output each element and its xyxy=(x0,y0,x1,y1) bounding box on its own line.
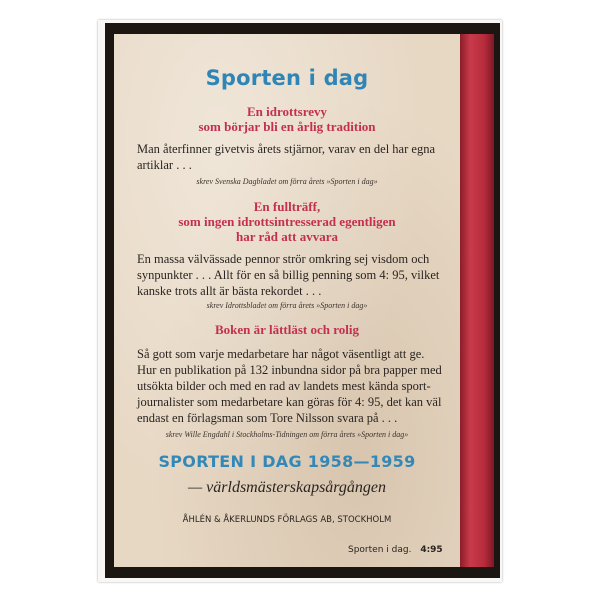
edition-title: SPORTEN I DAG 1958—1959 xyxy=(158,452,416,471)
edition-subtitle: — världsmästerskapsårgången xyxy=(187,479,387,496)
price-tag xyxy=(348,545,443,555)
book-spine xyxy=(460,34,494,567)
price-value: 4:95 xyxy=(420,545,443,555)
review-3-credit: skrev Wille Engdahl i Stockholms-Tidningen om förra årets »Sporten i dag» xyxy=(165,430,409,439)
review-2-heading-line-1: En fullträff, xyxy=(253,199,321,214)
review-2-body-line-3: kanske trots allt är bästa rekordet . . . xyxy=(137,284,322,298)
publisher-line: ÅHLÉN & ÅKERLUNDS FÖRLAGS AB, STOCKHOLM xyxy=(182,515,392,525)
review-2-heading-line-2: som ingen idrottsintresserad egentligen xyxy=(178,214,396,229)
review-3-body-line-4: journalister som medarbetare kan göras för 4: 95, det kan väl xyxy=(137,395,442,409)
review-3-heading: Boken är lättläst och rolig xyxy=(215,322,359,337)
review-3-body-line-1: Så gott som varje medarbetare har något väsentligt att ge. xyxy=(137,347,425,361)
review-1-body-line-1: Man återfinner givetvis årets stjärnor, varav en del har egna xyxy=(137,142,435,156)
review-1-heading-line-1: En idrottsrevy xyxy=(246,104,328,119)
review-3-body-line-2: Hur en publikation på 132 inbundna sidor på bra papper med xyxy=(137,363,442,377)
review-3-body-line-3: utsökta bilder och med en rad av landets mest kända sport- xyxy=(137,379,431,393)
review-2-heading-line-3: har råd att avvara xyxy=(236,229,338,244)
review-1-credit: skrev Svenska Dagbladet om förra årets »Sporten i dag» xyxy=(196,177,378,186)
review-3-body-line-5: endast en förlagsman som Tore Nilsson svara på . . . xyxy=(137,411,398,425)
back-cover xyxy=(114,34,460,567)
review-2-credit: skrev Idrottsbladet om förra årets »Sporten i dag» xyxy=(206,301,368,310)
review-1-body-line-2: artiklar . . . xyxy=(137,158,192,172)
cover-title: Sporten i dag xyxy=(205,66,369,90)
review-1-heading-line-2: som börjar bli en årlig tradition xyxy=(198,119,376,134)
review-2-body-line-1: En massa välvässade pennor strör omkring sej visdom och xyxy=(137,252,430,266)
price-label: Sporten i dag. xyxy=(348,545,412,555)
review-2-body-line-2: synpunkter . . . Allt för en så billig penning som 4: 95, vilket xyxy=(137,268,440,282)
